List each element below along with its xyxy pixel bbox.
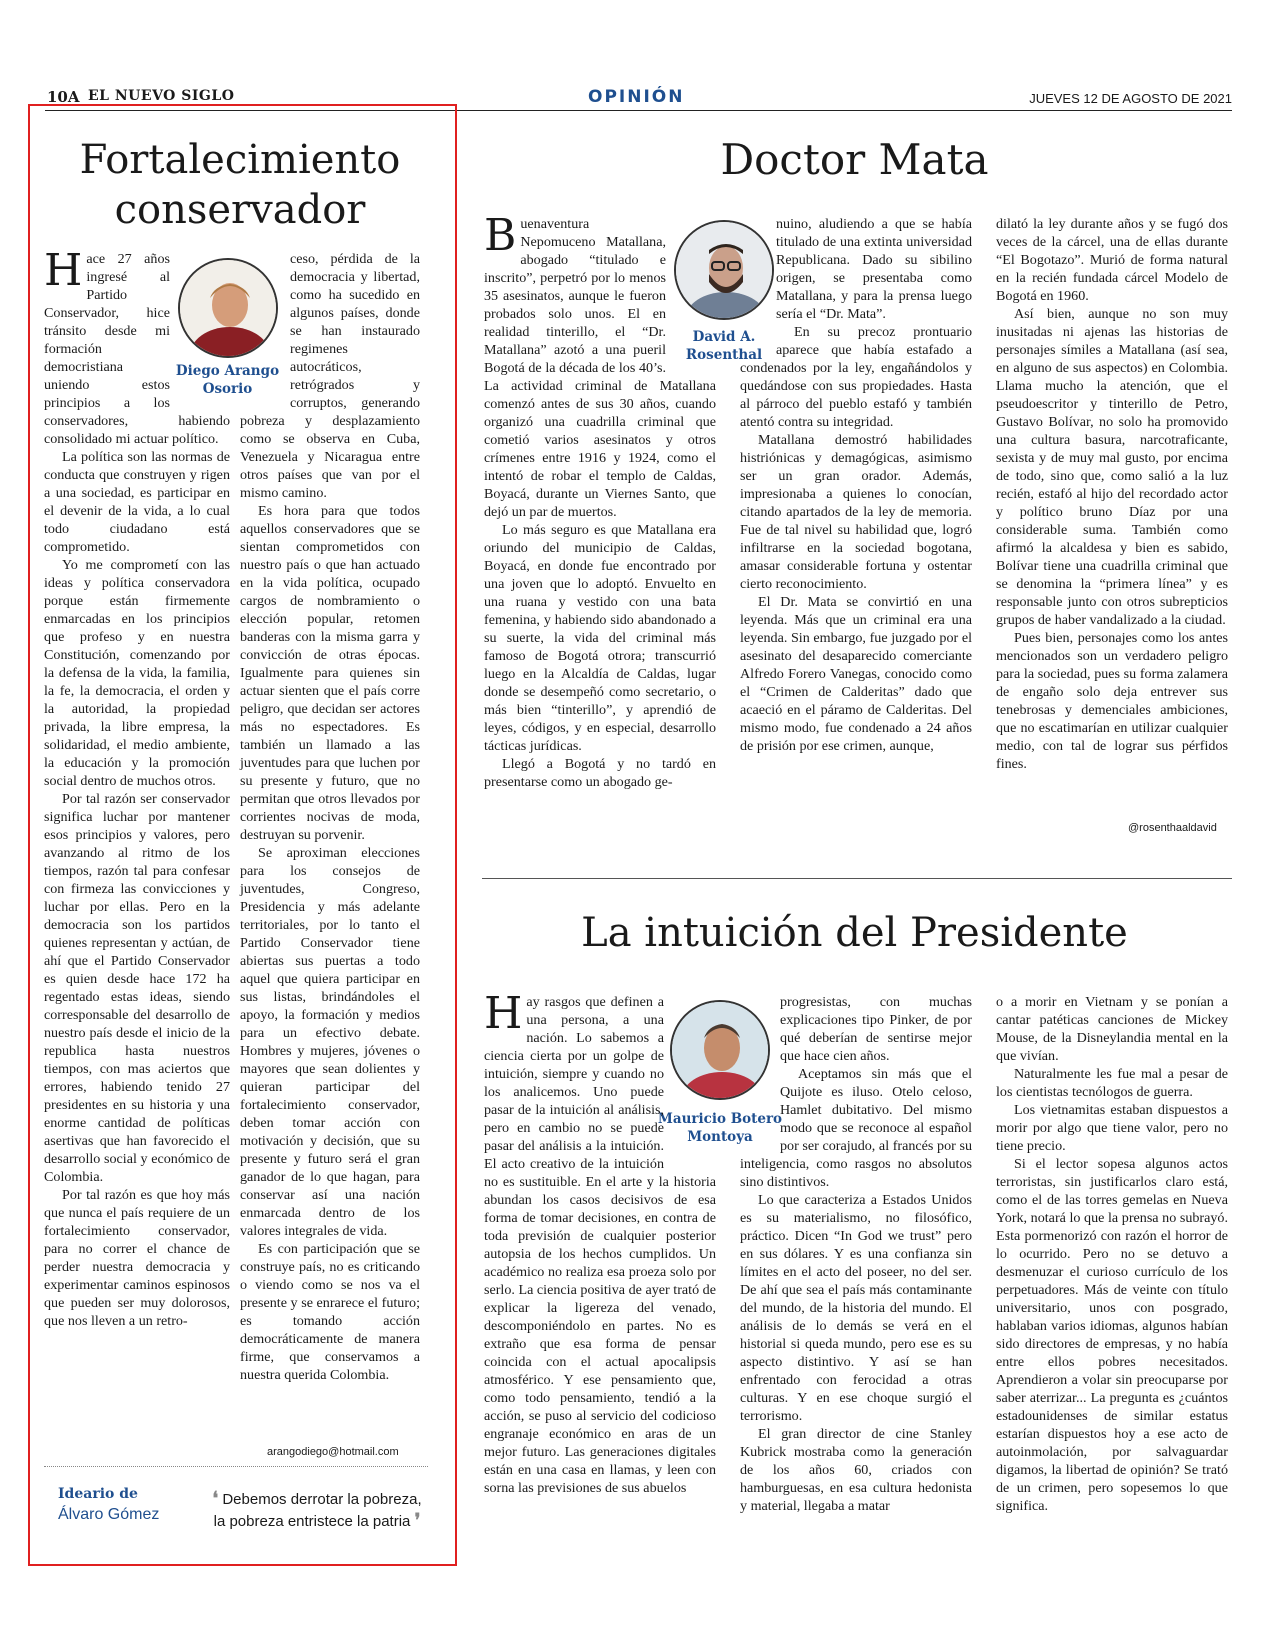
paragraph: Aceptamos sin más que el Quijote es iluso. Otelo celoso, Hamlet dubitativo. Del mismo modo que se reconoce al español por ser corajudo, al francés por su inteligencia, como rasgos no absolutos sino distintivos. bbox=[740, 1066, 972, 1190]
paragraph: dilató la ley durante años y se fugó dos veces de la cárcel, una de ellas durante “El Bogotazo”. Murió de forma natural en la recién fundada cárcel Modelo de Bogotá en 1960. bbox=[996, 216, 1228, 304]
drop-cap: H bbox=[44, 245, 83, 296]
author-name-line2: Osorio bbox=[202, 381, 253, 397]
paragraph: La política son las normas de conducta que construyen y rigen a una sociedad, es participar en el devenir de la vida, a lo cual todo ciudadano está comprometido. bbox=[44, 449, 230, 555]
author-twitter-handle[interactable]: @rosenthaaldavid bbox=[1128, 822, 1217, 834]
paragraph: Es con participación que se construye país, no es criticando o viendo como se nos va el presente y se enrarece el futuro; es tomando acción democráticamente de manera firme, que conservamos a nuestra querida Colombia. bbox=[240, 1241, 420, 1383]
paragraph: Es hora para que todos aquellos conservadores que se sientan comprometidos con nuestro país o que han actuado en la vida política, ocupado cargos de nombramiento o elección popular, retomen banderas con la misma garra y convicción de otras épocas. Igualmente para quienes sin actuar sienten que el país corre peligro, que decidan ser actores más no espectadores. Es también un llamado a las juventudes para que luchen por su presente y futuro, que no permitan que otros llevados por corrientes nocivas de moda, destruyan su porvenir. bbox=[240, 503, 420, 843]
author-name-line2: Montoya bbox=[687, 1129, 753, 1145]
ideario-divider bbox=[44, 1466, 428, 1467]
paragraph: Se aproximan elecciones para los consejos de juventudes, Congreso, Presidencia y más adelante territoriales, por lo tanto el Partido Conservador tiene abiertas sus puertas a todo aquel que quiera participar en sus listas, brindándoles el apoyo, la formación y medios para un efectivo debate. Hombres y mujeres, jóvenes o mayores que sean dolientes y quieran participar del fortalecimiento conservador, deben tomar acción con motivación y decisión, que su presente y futuro será el gran ganador de lo que hagan, para conservar así una nación enmarcada dentro de los valores integrales de vida. bbox=[240, 845, 420, 1239]
photo-wrap-space bbox=[740, 993, 780, 1143]
author-name-line1: David A. bbox=[692, 329, 756, 345]
intuicion-article-column-1 bbox=[484, 988, 716, 1497]
quote-text: Debemos derrotar la pobreza, la pobreza entristece la patria bbox=[213, 1491, 422, 1530]
ideario-title: Ideario de bbox=[58, 1486, 138, 1502]
paragraph: nuino, aludiendo a que se había titulado de una extinta universidad Republicana. Dado su sibilino origen, se presentaba como Matallana, y para la prensa luego sería el “Dr. Mata”. bbox=[776, 216, 972, 322]
left-article-column-1 bbox=[44, 245, 230, 1330]
photo-wrap-space bbox=[664, 993, 716, 1163]
paragraph: Yo me comprometí con las ideas y política conservadora porque están firmemente enmarcadas en los principios que profeso y en nuestra Constitución, comenzando por la defensa de la vida, la familia, la fe, la democracia, el orden y la autoridad, la propiedad privada, la libre empresa, la solidaridad, el medio ambiente, la educación y la promoción social dentro de muchos otros. bbox=[44, 557, 230, 789]
photo-wrap-space bbox=[666, 215, 716, 365]
ideario-author: Álvaro Gómez bbox=[58, 1506, 160, 1523]
paragraph: Hay rasgos que definen a una persona, a una nación. Lo sabemos a ciencia cierta por un golpe de intuición, siempre y cuando no los analicemos. Uno puede pasar de la intuición al análisis, pero en cambio no se puede pasar del análisis a la intuición. El acto creativo de la intuición no es sustituible. En el arte y la historia abundan los casos decisivos de esa forma de tomar decisiones, en contra de toda previsión de cualquier posterior autopsia de los hechos cumplidos. Un académico no realiza esa proeza solo por serlo. La ciencia positiva de ayer trató de explicar la ligereza del venado, descomponiéndolo en partes. No es extraño que esa forma de pensar coincida con el actual apocalipsis atmosférico. Y ese pensamiento que, como todo pensamiento, tendió a la acción, se puso al servicio del codicioso engranaje económico en aras de un mejor futuro. Las generaciones digitales están en una casa en llamas, y leen con sorna las previsiones de sus abuelos bbox=[484, 988, 716, 1496]
photo-wrap-space bbox=[240, 250, 290, 408]
mata-article-column-1 bbox=[484, 210, 716, 791]
article-divider bbox=[482, 878, 1232, 879]
close-quote-icon: ❜ bbox=[414, 1510, 421, 1531]
drop-cap: B bbox=[484, 210, 517, 261]
paragraph: ceso, pérdida de la democracia y libertad, como ha sucedido en algunos países, donde se han instaurado regimenes autocráticos, retrógrados y corruptos, generando pobreza y desplazamiento como se observa en Cuba, Venezuela y Nicaragua entre otros países que van por el mismo camino. bbox=[240, 251, 420, 501]
photo-wrap-space bbox=[170, 250, 230, 400]
author-name-line2: Rosenthal bbox=[685, 347, 763, 363]
intuicion-article-title: La intuición del Presidente bbox=[581, 910, 1128, 956]
newspaper-name: EL NUEVO SIGLO bbox=[88, 88, 235, 104]
paragraph: El gran director de cine Stanley Kubrick mostraba como la generación de los años 60, criados con hamburguesas, en esa cultura hedonista y material, llegaba a matar bbox=[740, 1426, 972, 1514]
issue-date: JUEVES 12 DE AGOSTO DE 2021 bbox=[1029, 91, 1232, 106]
paragraph: Hace 27 años ingresé al Partido Conservador, hice tránsito desde mi formación democristiana uniendo estos principios a los conservadores, habiendo consolidado mi actuar político. bbox=[44, 245, 230, 447]
paragraph: En su precoz prontuario aparece que había estafado a condenados por la ley, engañándolos y quedándose con sus propiedades. Hasta al párroco del pueblo estafó y también atentó contra su integridad. bbox=[740, 324, 972, 430]
intuicion-article-column-2 bbox=[740, 993, 972, 1515]
ideario-quote bbox=[212, 1488, 422, 1532]
left-article-column-2 bbox=[240, 250, 420, 1384]
paragraph: o a morir en Vietnam y se ponían a cantar patéticas canciones de Mickey Mouse, de la Disneylandia mental en la que vivían. bbox=[996, 994, 1228, 1064]
open-quote-icon: ❛ bbox=[212, 1488, 219, 1509]
author-name-line1: Mauricio Botero bbox=[657, 1111, 783, 1127]
paragraph: Pues bien, personajes como los antes mencionados son un verdadero peligro para la sociedad, pues su forma zalamera de engaño solo deja entrever sus tenebrosas y demenciales ambiciones, que no escatimarían en utilizar cualquier medio, con tal de lograr sus pérfidos fines. bbox=[996, 630, 1228, 772]
paragraph: Buenaventura Nepomuceno Matallana, abogado “titulado e inscrito”, perpetró por lo menos 35 asesinatos, aunque le fueron probados solo unos. El en realidad tinterillo, el “Dr. Matallana” azotó a una pueril Bogotá de la década de los 40’s. La actividad criminal de Matallana comenzó antes de sus 30 años, cuando organizó una cuadrilla criminal que cometió varios asesinatos y otros crímenes entre 1916 y 1924, como el intentó de robar el templo de Caldas, Boyacá, durante un Viernes Santo, que dejó un par de muertos. bbox=[484, 210, 716, 520]
paragraph: Si el lector sopesa algunos actos terroristas, sin justificarlos claro está, como el de las torres gemelas en Nueva York, notará lo que la prensa no subrayó. Esta pormenorizó con razón el horror de lo ocurrido. Pero no se detuvo a desmenuzar el curioso currículo de los perpetuadores. Más de veinte con título universitario, unos con posgrado, hablaban varios idiomas, algunos habían sido directores de empresas, y no había entre ellos pobres necesitados. Aprendieron a volar sin preocuparse por saber aterrizar... La pregunta es ¿cuántos estadounidenses de similar estatus estarían dispuestos hoy a ese acto de autoinmolación, por salvaguardar digamos, la libertad de opinión? Se trató de un crimen, pero sopesemos lo que significa. bbox=[996, 1156, 1228, 1514]
paragraph: Matallana demostró habilidades histriónicas y demagógicas, asimismo ser un gran orador. Además, impresionaba a quienes lo conocían, citando apartados de la ley de memoria. Fue de tal nivel su habilidad que, logró infiltrarse en la sociedad bogotana, amasar considerable fortuna y ostentar cierto reconocimiento. bbox=[740, 432, 972, 592]
author-email[interactable]: arangodiego@hotmail.com bbox=[267, 1446, 399, 1458]
paragraph: Por tal razón ser conservador significa luchar por mantener esos principios y valores, pero avanzando al ritmo de los tiempos, razón tal para confesar con firmeza las convicciones y luchar por ellas. Pero en la democracia son los partidos quienes representan y actúan, de ahí que el Partido Conservador es quien desde hace 172 ha regentado estas ideas, siendo corresponsable del desarrollo de nuestro país desde el inicio de la republica hasta nuestros tiempos, con mas aciertos que errores, habiendo tenido 27 presidentes en su historia y una enorme cantidad de políticas asertivas que han favorecido el desarrollo social y económico de Colombia. bbox=[44, 791, 230, 1185]
left-article-title: Fortalecimiento conservador bbox=[79, 137, 401, 233]
paragraph: Naturalmente les fue mal a pesar de los cientistas tecnólogos de guerra. bbox=[996, 1066, 1228, 1100]
mata-article-title: Doctor Mata bbox=[720, 135, 989, 184]
paragraph: Por tal razón es que hoy más que nunca el país requiere de un fortalecimiento conservador, para no correr el chance de perder nuestra democracia y experimentar caminos espinosos que pueden ser muy dolorosos, que nos lleven a un retro- bbox=[44, 1187, 230, 1329]
page-number: 10A bbox=[47, 88, 80, 106]
photo-wrap-space bbox=[740, 215, 776, 343]
mata-article-column-2 bbox=[740, 215, 972, 755]
paragraph: progresistas, con muchas explicaciones tipo Pinker, de por qué deberían de sentirse mejor que hace cien años. bbox=[780, 994, 972, 1064]
drop-cap: H bbox=[484, 988, 523, 1039]
author-name-line1: Diego Arango bbox=[175, 363, 280, 379]
intuicion-article-column-3 bbox=[996, 993, 1228, 1515]
paragraph: Así bien, aunque no son muy inusitadas ni ajenas las historias de personajes símiles a Matallana (así sea, en alguno de sus aspectos) en Colombia. Llama mucho la atención, que el pseudoescritor y tinterillo de Petro, Gustavo Bolívar, no solo ha promovido una cultura basura, narcotraficante, sexista y de muy mal gusto, por encima de todo, sino que, como salió a la luz recién, estafó al hijo del recordado actor y político bruno Díaz por una considerable suma. También como afirmó la alcaldesa y bien es sabido, Bolívar tiene una cuadrilla criminal que se denomina la “primera línea” y es responsable junto con otros subrepticios grupos de haber vandalizado a la ciudad. bbox=[996, 306, 1228, 628]
section-title: OPINIÓN bbox=[588, 87, 685, 107]
paragraph: Llegó a Bogotá y no tardó en presentarse como un abogado ge- bbox=[484, 756, 716, 790]
paragraph: Lo más seguro es que Matallana era oriundo del municipio de Caldas, Boyacá, en donde fue encontrado por una joven que lo adoptó. Envuelto en una ruana y vestido con una bata femenina, y habiendo sido abandonado a su suerte, la vida del criminal más famoso de Bogotá otrora; transcurrió luego en la Alcaldía de Caldas, lugar donde se desempeñó como secretario, o más bien “tinterillo”, y aprendió de leyes, códigos, y en especial, desarrollo tácticas jurídicas. bbox=[484, 522, 716, 754]
paragraph: Los vietnamitas estaban dispuestos a morir por algo que tiene valor, pero no tiene precio. bbox=[996, 1102, 1228, 1154]
paragraph: Lo que caracteriza a Estados Unidos es su materialismo, no filosófico, práctico. Dicen “In God we trust” pero en sus dólares. Y es una confianza sin límites en el acto del poseer, no del ser. De ahí que sea el país más contaminante del mundo, de la historia del mundo. El análisis de lo demás se verá en el historial si queda mundo, pero ese es su aspecto distintivo. Y así se han enfrentado con ferocidad a otras culturas. Y en ese choque surgió el terrorismo. bbox=[740, 1192, 972, 1424]
paragraph: El Dr. Mata se convirtió en una leyenda. Más que un criminal era una leyenda. Sin embargo, fue juzgado por el asesinato del desaparecido comerciante Alfredo Forero Vanegas, conocido como el “Crimen de Calderitas” dado que acaeció en el páramo de Calderitas. Del mismo modo, fue condenado a 24 años de prisión por ese crimen, aunque, bbox=[740, 594, 972, 754]
mata-article-column-3 bbox=[996, 215, 1228, 773]
